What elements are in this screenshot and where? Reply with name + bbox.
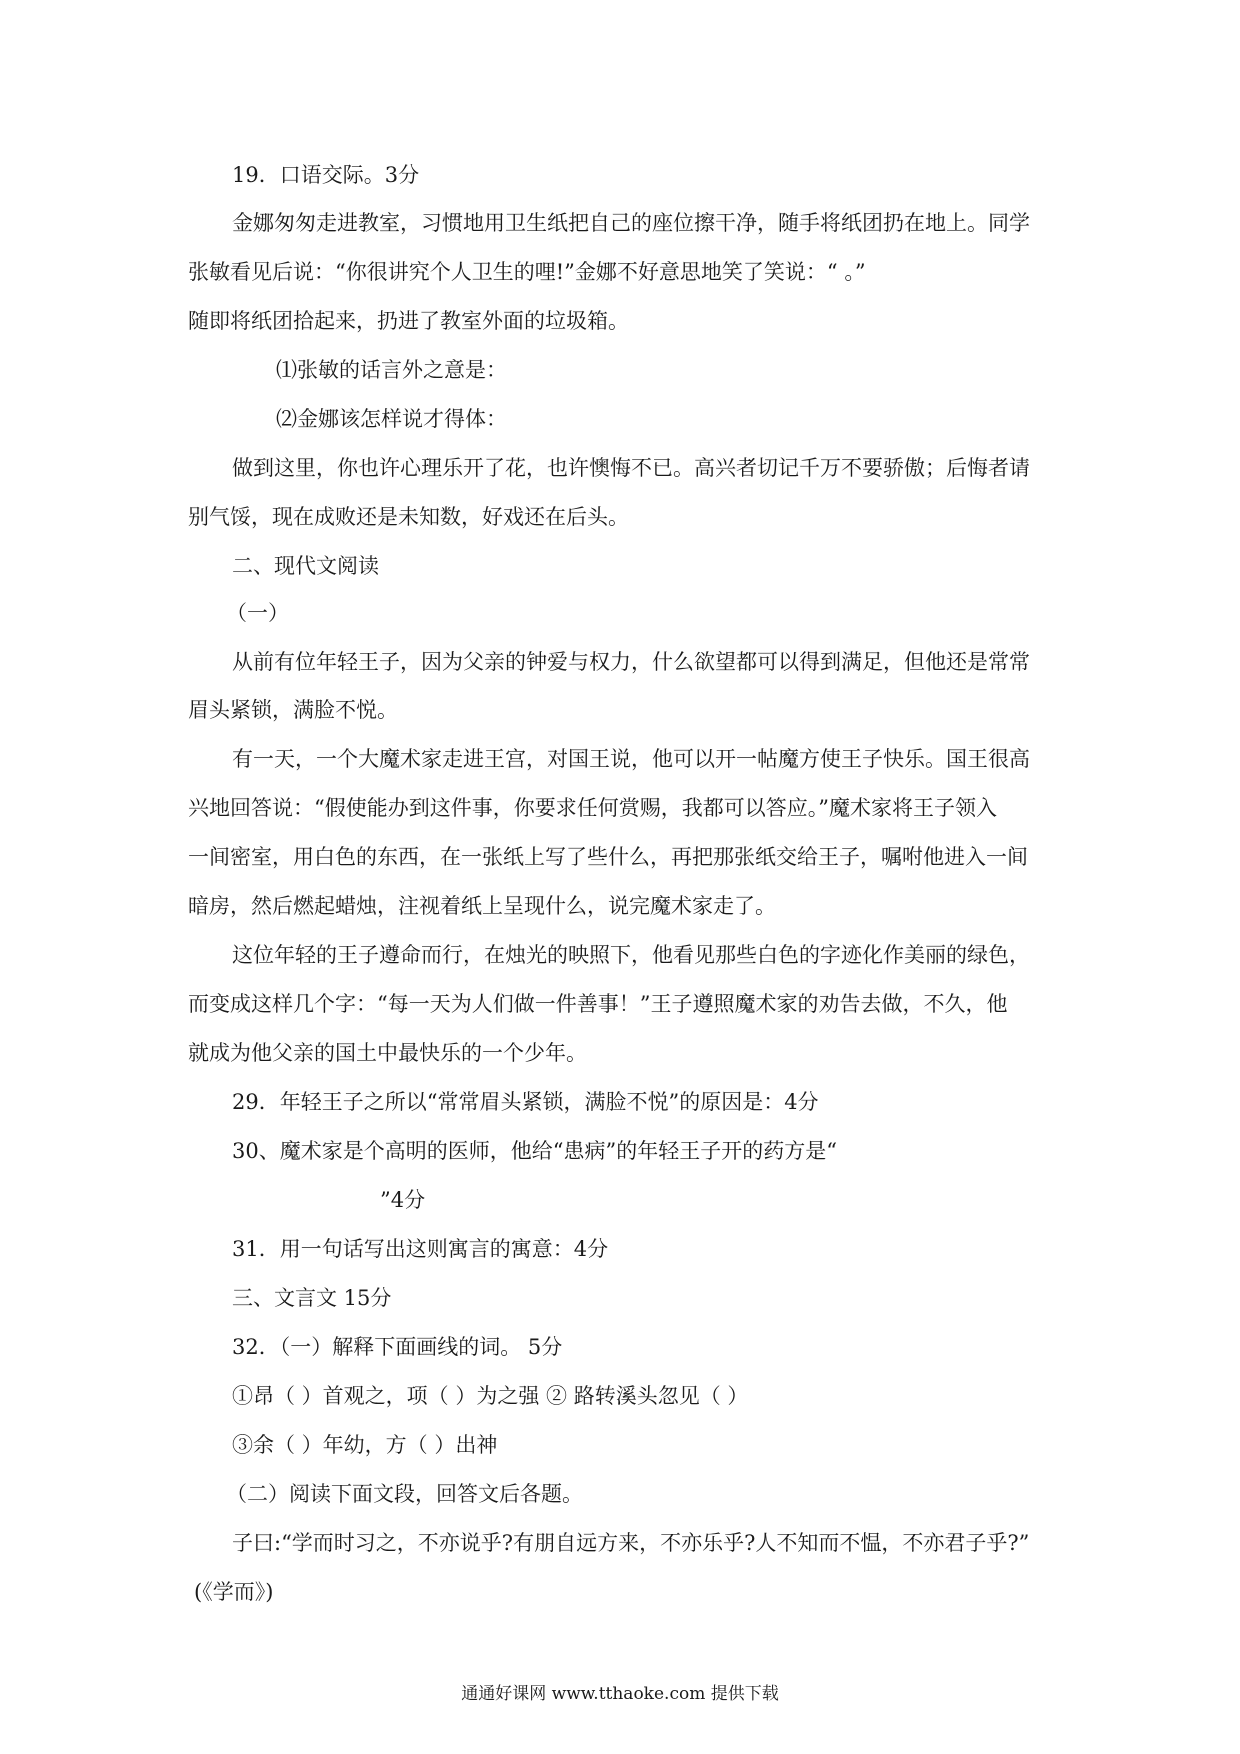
q19-text-line-1: 金娜匆匆走进教室，习惯地用卫生纸把自己的座位擦干净，随手将纸团扔在地上。同学 [232,211,1030,235]
story-line-8: 而变成这样几个字：“每一天为人们做一件善事！”王子遵照魔术家的劝告去做，不久，他 [188,992,1008,1016]
story-line-1: 从前有位年轻王子，因为父亲的钟爱与权力，什么欲望都可以得到满足，但他还是常常 [232,650,1030,674]
question-32-items-2: ③余（ ）年幼，方（ ）出神 [232,1433,498,1457]
page-footer: 通通好课网 www.tthaoke.com 提供下载 [461,1684,779,1704]
section-3-heading: 三、文言文 15分 [232,1286,392,1310]
q19-text-line-2: 张敏看见后说：“你很讲究个人卫生的哩!”金娜不好意思地笑了笑说：“ 。” [188,260,866,284]
story-line-3: 有一天，一个大魔术家走进王宫，对国王说，他可以开一帖魔方使王子快乐。国王很高 [232,747,1030,771]
question-29: 29．年轻王子之所以“常常眉头紧锁，满脸不悦”的原因是：4分 [232,1090,819,1114]
question-30-score: ”4分 [380,1188,426,1212]
q19-title: 19．口语交际。3分 [232,163,420,187]
comment-line-2: 别气馁，现在成败还是未知数，好戏还在后头。 [188,505,629,529]
question-31: 31．用一句话写出这则寓言的寓意：4分 [232,1237,609,1261]
quote-source: (《学而》) [194,1580,274,1604]
section-3-part-2: （二）阅读下面文段，回答文后各题。 [226,1482,583,1506]
analects-quote: 子曰:“学而时习之，不亦说乎?有朋自远方来，不亦乐乎?人不知而不愠，不亦君子乎?” [232,1531,1030,1555]
section-2-part-1: （一） [226,601,289,625]
story-line-4: 兴地回答说：“假使能办到这件事，你要求任何赏赐，我都可以答应。”魔术家将王子领入 [188,796,997,820]
story-line-7: 这位年轻的王子遵命而行，在烛光的映照下，他看见那些白色的字迹化作美丽的绿色， [232,943,1030,967]
story-line-6: 暗房，然后燃起蜡烛，注视着纸上呈现什么，说完魔术家走了。 [188,894,776,918]
question-30: 30、魔术家是个高明的医师，他给“患病”的年轻王子开的药方是“ [232,1139,837,1163]
story-line-9: 就成为他父亲的国土中最快乐的一个少年。 [188,1041,587,1065]
question-32-items-1: ①昂（ ）首观之，项（ ）为之强 ② 路转溪头忽见（ ） [232,1384,749,1408]
comment-line-1: 做到这里，你也许心理乐开了花，也许懊悔不已。高兴者切记千万不要骄傲；后悔者请 [232,456,1030,480]
section-2-heading: 二、现代文阅读 [232,554,379,578]
question-32: 32．（一）解释下面画线的词。 5分 [232,1335,563,1359]
story-line-2: 眉头紧锁，满脸不悦。 [188,698,398,722]
story-line-5: 一间密室，用白色的东西，在一张纸上写了些什么，再把那张纸交给王子，嘱咐他进入一间 [188,845,1028,869]
q19-sub-question-1: ⑴张敏的话言外之意是： [276,358,507,382]
q19-sub-question-2: ⑵金娜该怎样说才得体： [276,407,507,431]
q19-text-line-3: 随即将纸团拾起来，扔进了教室外面的垃圾箱。 [188,309,629,333]
